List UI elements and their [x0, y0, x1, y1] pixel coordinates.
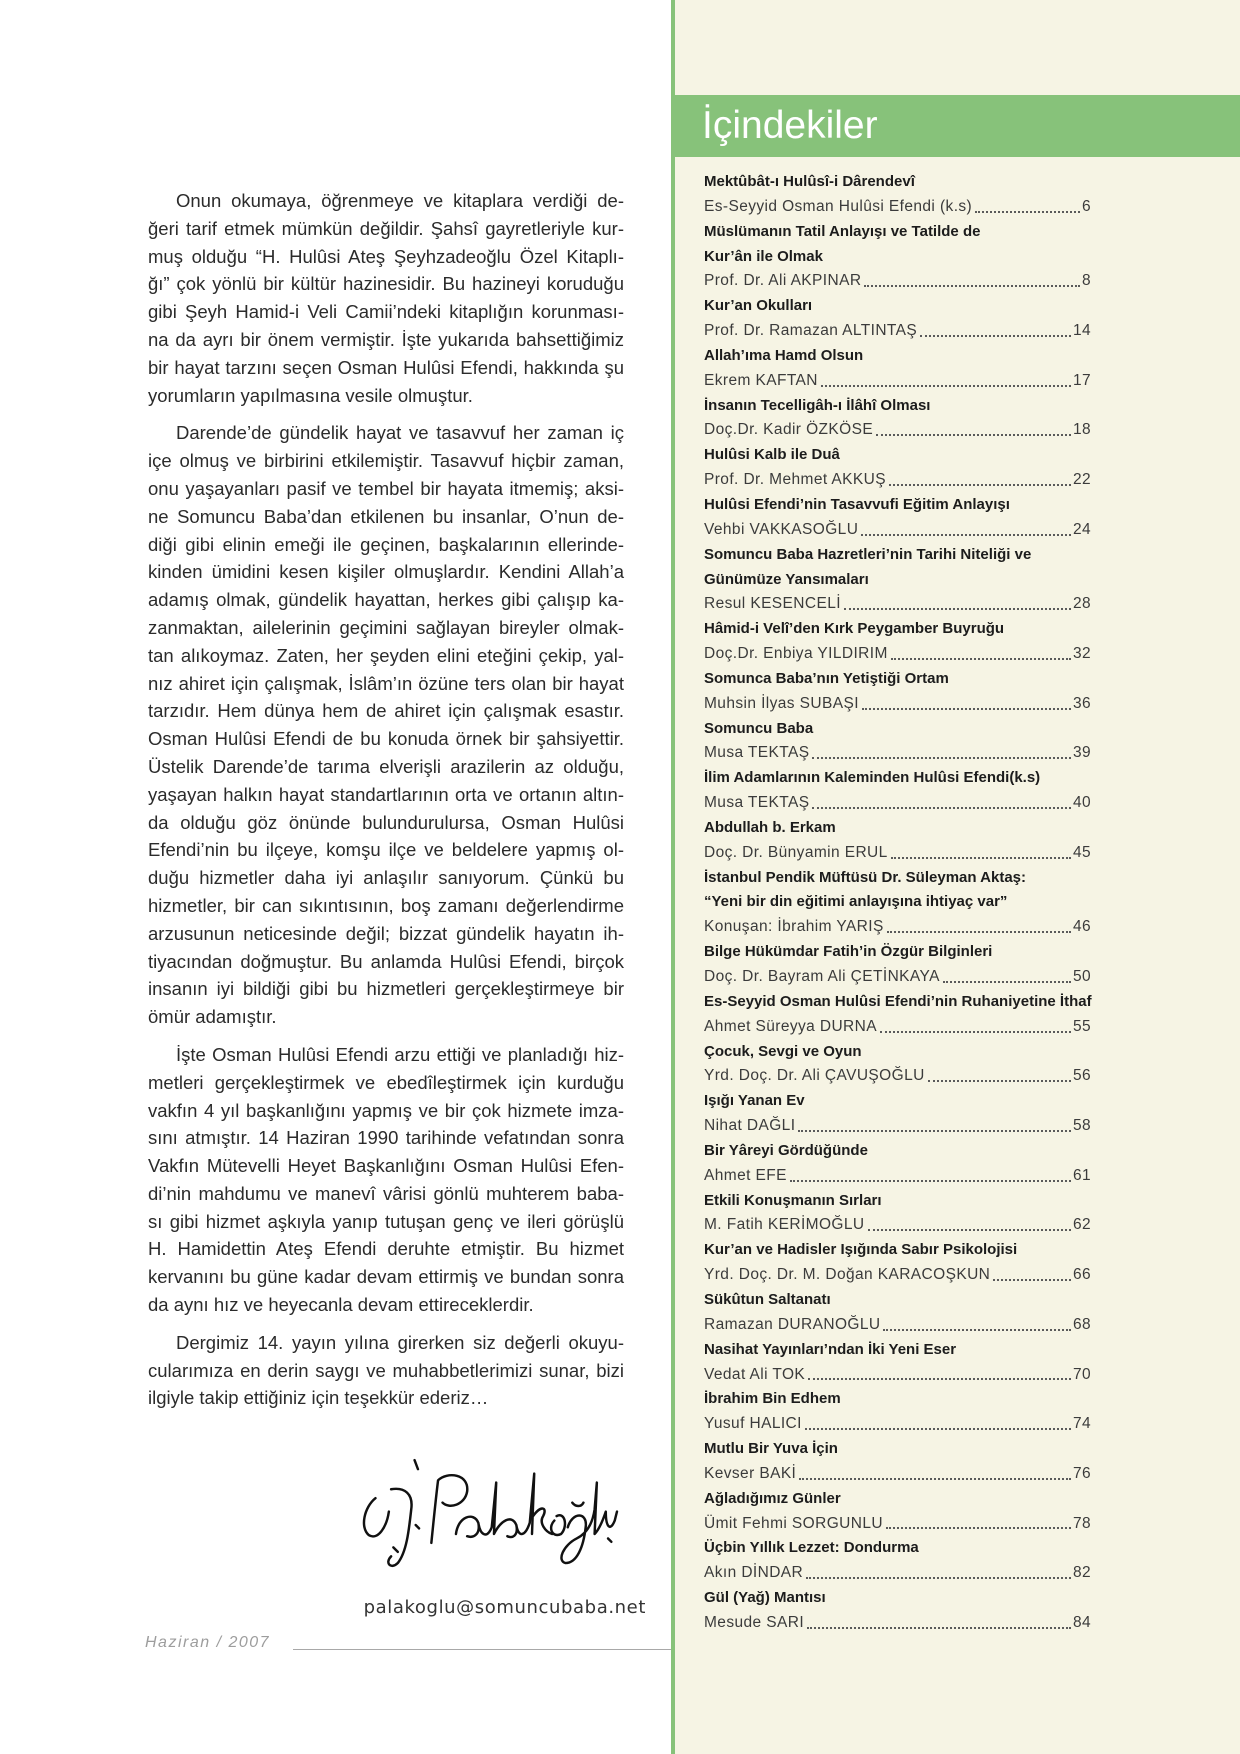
article-line: hizmetler, bir can sıkıntısının, boş zamanı değerlendirme [148, 894, 624, 916]
article-line: tiyacından doğmuştur. Bu anlamda Hulûsi Efendi, birçok [148, 950, 624, 972]
article-line: na da ayrı bir önem vermiştir. İşte yukarıda bahsettiğimiz [148, 328, 624, 350]
contents-entry-title: Hulûsi Efendi’nin Tasavvufi Eğitim Anlayışı [704, 495, 1010, 513]
article-line: Vakfın Mütevelli Heyet Başkanlığını Osman Hulûsi Efen- [148, 1155, 624, 1177]
article-line: cularımıza en derin saygı ve muhabbetlerimizi sunar, bizi [148, 1359, 624, 1381]
dot-leader [887, 931, 1071, 933]
contents-entry [704, 1189, 1091, 1239]
contents-entry-title: İnsanın Tecelligâh-ı İlâhî Olması [704, 396, 931, 414]
contents-entry-title: İlim Adamlarının Kaleminden Hulûsi Efendi(k.s) [704, 769, 1041, 787]
article-line: yaşayan halkın hayat standartlarının orta ve ortanın altın- [148, 783, 624, 805]
dot-leader [891, 857, 1071, 859]
contents-entry [704, 1139, 1091, 1189]
contents-entry-page-number: 8 [1081, 272, 1091, 290]
article-line: ğeri tarif etmek mümkün değildir. Şahsî gayretleriyle kur- [148, 217, 624, 239]
article-line: metleri gerçekleştirmek ve ebedîleştirmek için kurduğu [148, 1071, 624, 1093]
article-line: da aynı hız ve heyecanla devam ettireceklerdir. [148, 1294, 534, 1316]
contents-entry-byline [704, 418, 1091, 443]
article-line: Osman Hulûsi Efendi de bu konuda örnek bir şahsiyettir. [148, 728, 624, 750]
contents-entry-page-number: 24 [1072, 520, 1091, 538]
contents-entry-title: Bilge Hükümdar Fatih’in Özgür Bilginleri [704, 943, 993, 961]
contents-entry-byline [704, 1363, 1091, 1388]
contents-entry-byline [704, 1114, 1091, 1139]
contents-entry-title: Üçbin Yıllık Lezzet: Dondurma [704, 1539, 919, 1557]
dot-leader [807, 1627, 1071, 1629]
article-paragraph [148, 1329, 624, 1412]
contents-entry-title: Hulûsi Kalb ile Duâ [704, 446, 840, 464]
contents-list [704, 170, 1091, 1636]
contents-entry [704, 990, 1091, 1040]
article-line: İşte Osman Hulûsi Efendi arzu ettiği ve planladığı hiz- [176, 1043, 624, 1065]
dot-leader [928, 1080, 1071, 1082]
article-body [148, 187, 624, 1422]
article-line: kinden ümidini kesen kişiler olmuşlardır. Kendini Allah’a [148, 561, 624, 583]
signature [353, 1449, 626, 1572]
contents-entry-page-number: 17 [1072, 371, 1091, 389]
contents-entry-title: Nasihat Yayınları’ndan İki Yeni Eser [704, 1340, 957, 1358]
contents-entry-author: Nihat DAĞLI [704, 1117, 796, 1135]
contents-entry-title: Es-Seyyid Osman Hulûsi Efendi’nin Ruhaniyetine İthaf [704, 992, 1092, 1010]
contents-entry-title: Kur’an ve Hadisler Işığında Sabır Psikolojisi [704, 1241, 1018, 1259]
contents-entry-title: İstanbul Pendik Müftüsü Dr. Süleyman Aktaş: [704, 868, 1027, 886]
contents-entry-author: Akın DİNDAR [704, 1564, 804, 1582]
contents-entry-page-number: 56 [1072, 1067, 1091, 1085]
contents-entry-page-number: 40 [1072, 794, 1091, 812]
contents-entry [704, 443, 1091, 493]
contents-entry-byline [704, 195, 1091, 220]
contents-entry-title: Çocuk, Sevgi ve Oyun [704, 1042, 862, 1060]
contents-header [675, 95, 1240, 157]
article-line: içe olmuş ve birbirini etkilemiştir. Tasavvuf hiçbir zaman, [148, 450, 624, 472]
contents-entry-page-number: 62 [1072, 1216, 1091, 1234]
contents-entry-byline [704, 1164, 1091, 1189]
article-paragraph [148, 187, 624, 409]
contents-entry-author: Ahmet EFE [704, 1166, 787, 1184]
contents-entry-page-number: 76 [1072, 1464, 1091, 1482]
dot-leader [862, 708, 1071, 710]
contents-entry-title: Hâmid-i Velî’den Kırk Peygamber Buyruğu [704, 620, 1005, 638]
article-line: arzusunun neticesinde değil; bizzat gündelik hayatın ih- [148, 922, 624, 944]
contents-entry-page-number: 28 [1072, 595, 1091, 613]
contents-entry-byline [704, 1561, 1091, 1586]
contents-entry-byline [704, 841, 1091, 866]
contents-entry-byline [704, 741, 1091, 766]
article-line: sı gibi hizmet aşkıyla yanıp tutuşan genç ve ileri görüşlü [148, 1210, 624, 1232]
contents-entry-page-number: 82 [1072, 1564, 1091, 1582]
contents-entry [704, 667, 1091, 717]
contents-entry [704, 1387, 1091, 1437]
contents-entry-author: Resul KESENCELİ [704, 595, 841, 613]
contents-entry-page-number: 14 [1072, 322, 1091, 340]
article-line: yorumların yapılmasına vesile olmuştur. [148, 384, 473, 406]
dot-leader [799, 1478, 1071, 1480]
contents-entry-author: Doç.Dr. Kadir ÖZKÖSE [704, 421, 874, 439]
contents-entry-author: Doç. Dr. Bayram Ali ÇETİNKAYA [704, 968, 940, 985]
article-line: vakfın 4 yıl başkanlığını yapmış ve bir çok hizmete imza- [148, 1099, 624, 1121]
dot-leader [812, 757, 1070, 759]
dot-leader [889, 484, 1071, 486]
contents-entry [704, 493, 1091, 543]
contents-entry-author: Musa TEKTAŞ [704, 794, 810, 812]
contents-entry-title: Allah’ıma Hamd Olsun [704, 346, 864, 364]
article-line: gibi Şeyh Hamid-i Veli Camii’ndeki kitaplığın korunması- [148, 301, 624, 323]
contents-entry-page-number: 36 [1072, 694, 1091, 712]
article-line: tan alıkoymaz. Zaten, her şeyden elini eteğini çekip, yal- [148, 644, 624, 666]
contents-entry-page-number: 61 [1072, 1166, 1091, 1184]
contents-entry-byline [704, 1512, 1091, 1537]
contents-entry [704, 1586, 1091, 1636]
contents-entry-title: Somuncu Baba Hazretleri’nin Tarihi Niteliği ve [704, 545, 1032, 563]
dot-leader [844, 608, 1071, 610]
article-line: di’nin mahdumu ve manevî vârisi gönlü muhterem baba- [148, 1182, 624, 1204]
contents-entry-page-number: 84 [1072, 1613, 1091, 1631]
article-line: diği gibi elinin emeği ile geçinen, başkalarının ellerinde- [148, 533, 624, 555]
article-line: ne Somuncu Baba’dan etkilenen bu insanlar, O’nun de- [148, 505, 624, 527]
contents-entry-title: Somuncu Baba [704, 719, 814, 737]
contents-entry-title: Bir Yâreyi Gördüğünde [704, 1141, 868, 1159]
contents-entry-title: İbrahim Bin Edhem [704, 1390, 841, 1408]
contents-entry [704, 1089, 1091, 1139]
article-line: kervanını bu güne kadar devam ettirmiş ve bundan sonra [148, 1266, 624, 1288]
dot-leader [861, 534, 1071, 536]
contents-entry-byline [704, 692, 1091, 717]
author-email: palakoglu@somuncubaba.net [363, 1597, 646, 1618]
contents-entry-author: Ramazan DURANOĞLU [704, 1315, 881, 1333]
article-line: adamış olmak, gündelik hayattan, herkes gibi çalışıp ka- [148, 589, 624, 611]
contents-entry-author: Es-Seyyid Osman Hulûsi Efendi (k.s) [704, 197, 973, 215]
contents-entry-byline [704, 1064, 1091, 1089]
contents-entry-author: Prof. Dr. Mehmet AKKUŞ [704, 471, 886, 489]
contents-entry-page-number: 74 [1072, 1415, 1091, 1433]
contents-entry-title: Ağladığımız Günler [704, 1489, 841, 1507]
contents-entry [704, 1338, 1091, 1388]
contents-entry-byline [704, 1611, 1091, 1636]
article-line: tarzıdır. Hem dünya hem de ahiret için çalışmak esastır. [148, 700, 624, 722]
dot-leader [993, 1279, 1071, 1281]
article-paragraph [148, 419, 624, 1031]
contents-entry-title: Işığı Yanan Ev [704, 1092, 805, 1110]
contents-entry-author: Prof. Dr. Ramazan ALTINTAŞ [704, 322, 918, 340]
footer-rule [293, 1649, 671, 1650]
contents-entry-author: Ekrem KAFTAN [704, 371, 818, 389]
article-line: Üstelik Darende’de tarıma elverişli arazilerin az olduğu, [148, 755, 624, 777]
article-line: zanmaktan, ailelerinin geçimini sağlayan bireyler olmak- [148, 616, 624, 638]
contents-entry [704, 717, 1091, 767]
contents-entry-author: Yusuf HALICI [704, 1415, 802, 1433]
contents-entry-author: Vedat Ali TOK [704, 1365, 806, 1383]
dot-leader [790, 1180, 1071, 1182]
contents-entry-author: Kevser BAKİ [704, 1464, 797, 1482]
contents-entry-author: Mesude SARI [704, 1613, 805, 1631]
contents-entry-byline [704, 518, 1091, 543]
dot-leader [805, 1428, 1071, 1430]
contents-entry [704, 617, 1091, 667]
dot-leader [880, 1031, 1071, 1033]
contents-entry-page-number: 45 [1072, 843, 1091, 861]
contents-entry-author: Doç.Dr. Enbiya YILDIRIM [704, 645, 888, 663]
contents-entry-title: Mutlu Bir Yuva İçin [704, 1440, 838, 1458]
contents-entry-title: Somunca Baba’nın Yetiştiği Ortam [704, 669, 949, 687]
contents-entry-page-number: 39 [1072, 744, 1091, 762]
article-line: Dergimiz 14. yayın yılına girerken siz değerli okuyu- [176, 1331, 624, 1353]
article-line: Onun okumaya, öğrenmeye ve kitaplara verdiği de- [176, 190, 624, 211]
article-line: insanın iyi bildiği gibi bu hizmetleri gerçekleştirmeye bir [148, 978, 624, 1000]
dot-leader [975, 211, 1080, 213]
dot-leader [943, 981, 1071, 983]
contents-entry [704, 1238, 1091, 1288]
contents-entry [704, 543, 1091, 618]
contents-entry-page-number: 68 [1072, 1315, 1091, 1333]
dot-leader [883, 1329, 1070, 1331]
contents-entry-title: Etkili Konuşmanın Sırları [704, 1191, 882, 1209]
contents-entry-byline [704, 468, 1091, 493]
contents-entry-byline [704, 1462, 1091, 1487]
contents-entry-author: Yrd. Doç. Dr. M. Doğan KARACOŞKUN [704, 1266, 991, 1284]
contents-entry-byline [704, 791, 1091, 816]
contents-entry-title: Kur’ân ile Olmak [704, 247, 823, 265]
contents-entry-author: Vehbi VAKKASOĞLU [704, 520, 859, 538]
contents-entry-page-number: 46 [1072, 918, 1091, 936]
contents-entry-title: Mektûbât-ı Hulûsî-i Dârendevî [704, 173, 915, 190]
contents-entry [704, 294, 1091, 344]
contents-entry-title: Sükûtun Saltanatı [704, 1290, 831, 1308]
contents-entry-byline [704, 1313, 1091, 1338]
contents-entry-author: Konuşan: İbrahim YARIŞ [704, 918, 884, 936]
article-line: da olduğu göz önünde bulundurulursa, Osman Hulûsi [148, 811, 624, 833]
contents-entry [704, 866, 1091, 941]
contents-entry-title: “Yeni bir din eğitimi anlayışına ihtiyaç var” [704, 893, 1008, 911]
dot-leader [876, 434, 1071, 436]
contents-entry-author: Yrd. Doç. Dr. Ali ÇAVUŞOĞLU [704, 1067, 925, 1085]
issue-date: Haziran / 2007 [145, 1634, 271, 1651]
contents-entry-title: Müslümanın Tatil Anlayışı ve Tatilde de [704, 222, 981, 240]
contents-entry-byline [704, 319, 1091, 344]
contents-entry-author: Ahmet Süreyya DURNA [704, 1017, 877, 1035]
article-line: nız ahiret için çalışmak, İslâm’ın özüne ters olan bir hayat [148, 672, 624, 694]
contents-entry [704, 394, 1091, 444]
contents-entry-title: Gül (Yağ) Mantısı [704, 1589, 826, 1607]
contents-entry-author: Prof. Dr. Ali AKPINAR [704, 272, 862, 290]
contents-entry-page-number: 55 [1072, 1017, 1091, 1035]
contents-entry-page-number: 58 [1072, 1117, 1091, 1135]
dot-leader [806, 1577, 1071, 1579]
contents-entry [704, 816, 1091, 866]
contents-entry-page-number: 50 [1072, 968, 1091, 985]
contents-entry-byline [704, 1412, 1091, 1437]
contents-entry [704, 220, 1091, 295]
contents-entry-page-number: 66 [1072, 1266, 1091, 1284]
article-paragraph [148, 1041, 624, 1319]
contents-entry [704, 1040, 1091, 1090]
article-line: H. Hamidettin Ateş Efendi deruhte etmiştir. Bu hizmet [148, 1238, 624, 1260]
contents-entry-author: Doç. Dr. Bünyamin ERUL [704, 843, 888, 861]
contents-entry [704, 766, 1091, 816]
contents-entry [704, 1487, 1091, 1537]
contents-entry-page-number: 78 [1072, 1514, 1091, 1532]
contents-entry [704, 1437, 1091, 1487]
dot-leader [798, 1130, 1071, 1132]
contents-entry [704, 170, 1091, 220]
article-line: duğu hizmetler daha iyi anlaşılır sanıyorum. Çünkü bu [148, 867, 624, 889]
contents-entry-byline [704, 269, 1091, 294]
contents-entry-byline [704, 1015, 1091, 1040]
contents-entry-page-number: 6 [1081, 197, 1091, 215]
contents-entry-page-number: 70 [1072, 1365, 1091, 1383]
article-line: Darende’de gündelik hayat ve tasavvuf her zaman iç [176, 422, 624, 444]
article-line: onu yaşayanları pasif ve tembel bir hayata itmemiş; aksi- [148, 477, 624, 499]
article-line: ğı” çok yönlü bir kültür hazinesidir. Bu hazineyi koruduğu [148, 273, 624, 295]
contents-entry [704, 344, 1091, 394]
contents-entry-page-number: 32 [1072, 645, 1091, 663]
article-line: ilgiyle takip ettiğiniz için teşekkür ederiz… [148, 1387, 489, 1409]
contents-entry-author: Muhsin İlyas SUBAŞI [704, 694, 859, 712]
contents-entry-byline [704, 592, 1091, 617]
article-line: ömür adamıştır. [148, 1006, 277, 1028]
dot-leader [808, 1378, 1071, 1380]
contents-entry-title: Abdullah b. Erkam [704, 818, 836, 836]
dot-leader [864, 285, 1080, 287]
dot-leader [920, 335, 1071, 337]
dot-leader [812, 807, 1070, 809]
contents-entry-byline [704, 1213, 1091, 1238]
article-line: sını atmıştır. 14 Haziran 1990 tarihinde vefatından sonra [148, 1127, 624, 1149]
contents-entry-byline [704, 1263, 1091, 1288]
dot-leader [886, 1527, 1071, 1529]
contents-entry [704, 1288, 1091, 1338]
contents-entry-author: M. Fatih KERİMOĞLU [704, 1216, 865, 1234]
contents-entry [704, 1536, 1091, 1586]
contents-entry-byline [704, 642, 1091, 667]
contents-entry [704, 940, 1091, 990]
contents-heading: İçindekiler [702, 104, 878, 147]
contents-panel [671, 0, 1240, 1754]
article-line: bir hayat tarzını seçen Osman Hulûsi Efendi, hakkında şu [148, 356, 624, 378]
article-line: muş olduğu “H. Hulûsi Ateş Şeyhzadeoğlu Özel Kitaplı- [148, 245, 624, 267]
dot-leader [868, 1229, 1071, 1231]
contents-entry-page-number: 22 [1072, 471, 1091, 489]
contents-entry-title: Günümüze Yansımaları [704, 570, 869, 588]
contents-entry-byline [704, 965, 1091, 990]
article-line: Efendi’nin bu ilçeye, komşu ilçe ve beldelere yapmış ol- [148, 839, 624, 861]
contents-entry-title: Kur’an Okulları [704, 297, 813, 315]
contents-entry-author: Ümit Fehmi SORGUNLU [704, 1514, 883, 1532]
dot-leader [821, 385, 1071, 387]
contents-entry-page-number: 18 [1072, 421, 1091, 439]
contents-entry-byline [704, 369, 1091, 394]
dot-leader [891, 658, 1071, 660]
contents-entry-author: Musa TEKTAŞ [704, 744, 810, 762]
contents-entry-byline [704, 915, 1091, 940]
